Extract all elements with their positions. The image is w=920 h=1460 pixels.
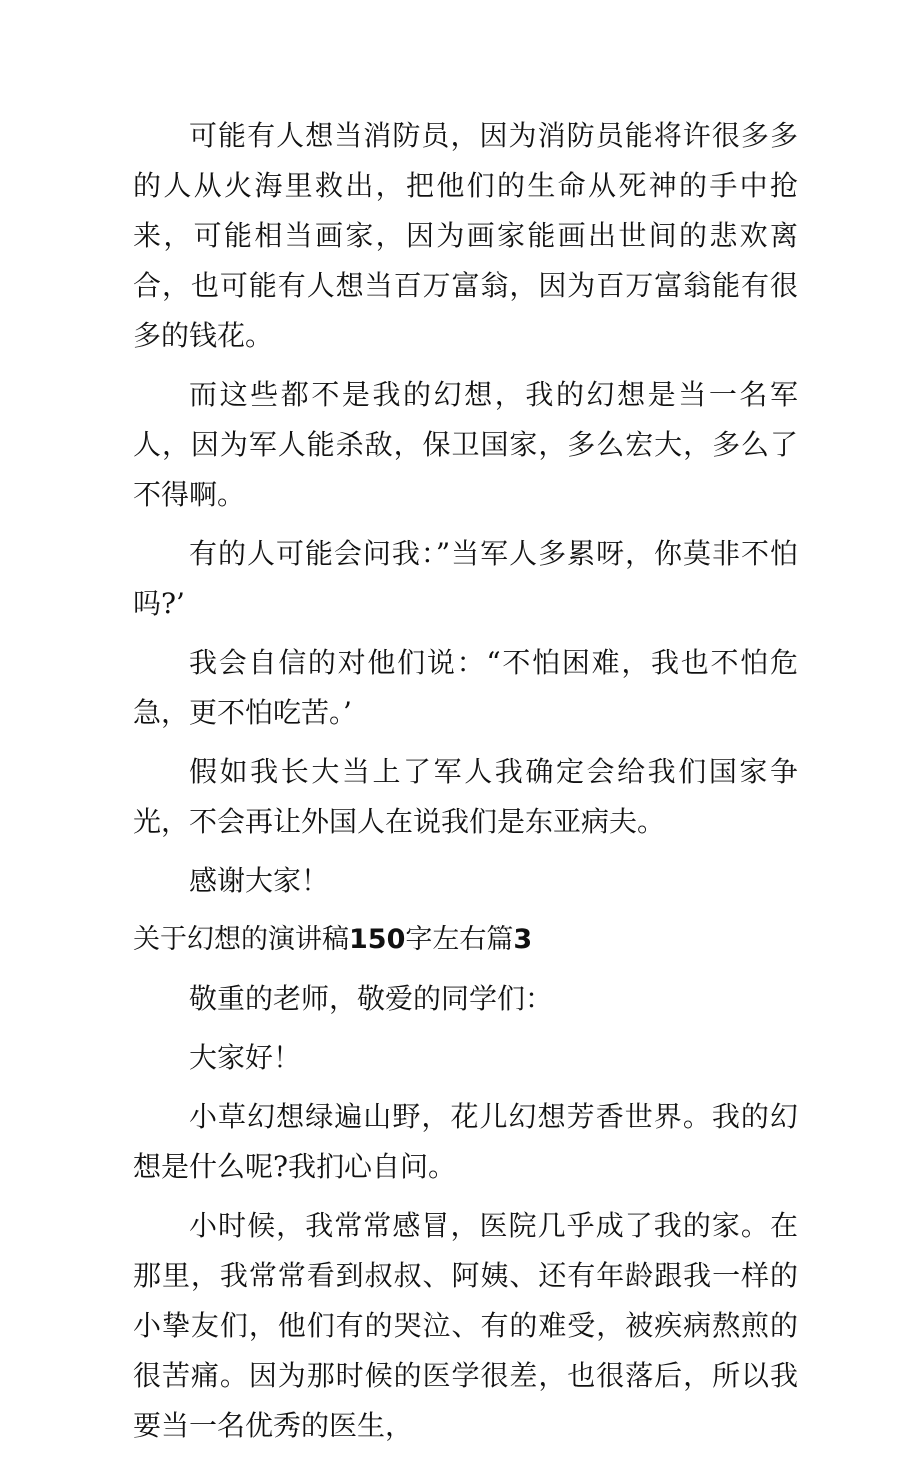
paragraph: 感谢大家！ [189, 864, 330, 897]
paragraph: 小草幻想绿遍山野，花儿幻想芳香世界。我的幻想是什么呢?我扪心自问。 [133, 1100, 798, 1183]
paragraph: 敬重的老师，敬爱的同学们： [189, 982, 554, 1015]
heading-suffix: 字左右篇 [405, 924, 514, 955]
paragraph: 可能有人想当消防员，因为消防员能将许很多多的人从火海里救出，把他们的生命从死神的手中抢来，可能相当画家，因为画家能画出世间的悲欢离合，也可能有人想当百万富翁，因为百万富翁能有很多的钱花。 [133, 119, 798, 352]
paragraph: 小时候，我常常感冒，医院几乎成了我的家。在那里，我常常看到叔叔、阿姨、还有年龄跟我一样的小挚友们，他们有的哭泣、有的难受，被疾病熬煎的很苦痛。因为那时候的医学很差，也很落后，所以我要当一名优秀的医生， [133, 1209, 798, 1442]
paragraph: 而这些都不是我的幻想，我的幻想是当一名军人，因为军人能杀敌，保卫国家，多么宏大，多么了不得啊。 [133, 378, 798, 511]
paragraph: 假如我长大当上了军人我确定会给我们国家争光，不会再让外国人在说我们是东亚病夫。 [133, 755, 798, 838]
document-body [133, 111, 798, 1460]
heading-prefix: 关于幻想的演讲稿 [133, 924, 349, 955]
heading-number: 150 [349, 924, 406, 955]
heading-index: 3 [513, 924, 533, 955]
paragraph: 有的人可能会问我：”当军人多累呀，你莫非不怕吗?’ [133, 537, 798, 620]
section-heading [133, 915, 798, 965]
paragraph: 我会自信的对他们说：“不怕困难，我也不怕危急，更不怕吃苦。’ [133, 646, 798, 729]
paragraph: 大家好！ [189, 1041, 302, 1074]
